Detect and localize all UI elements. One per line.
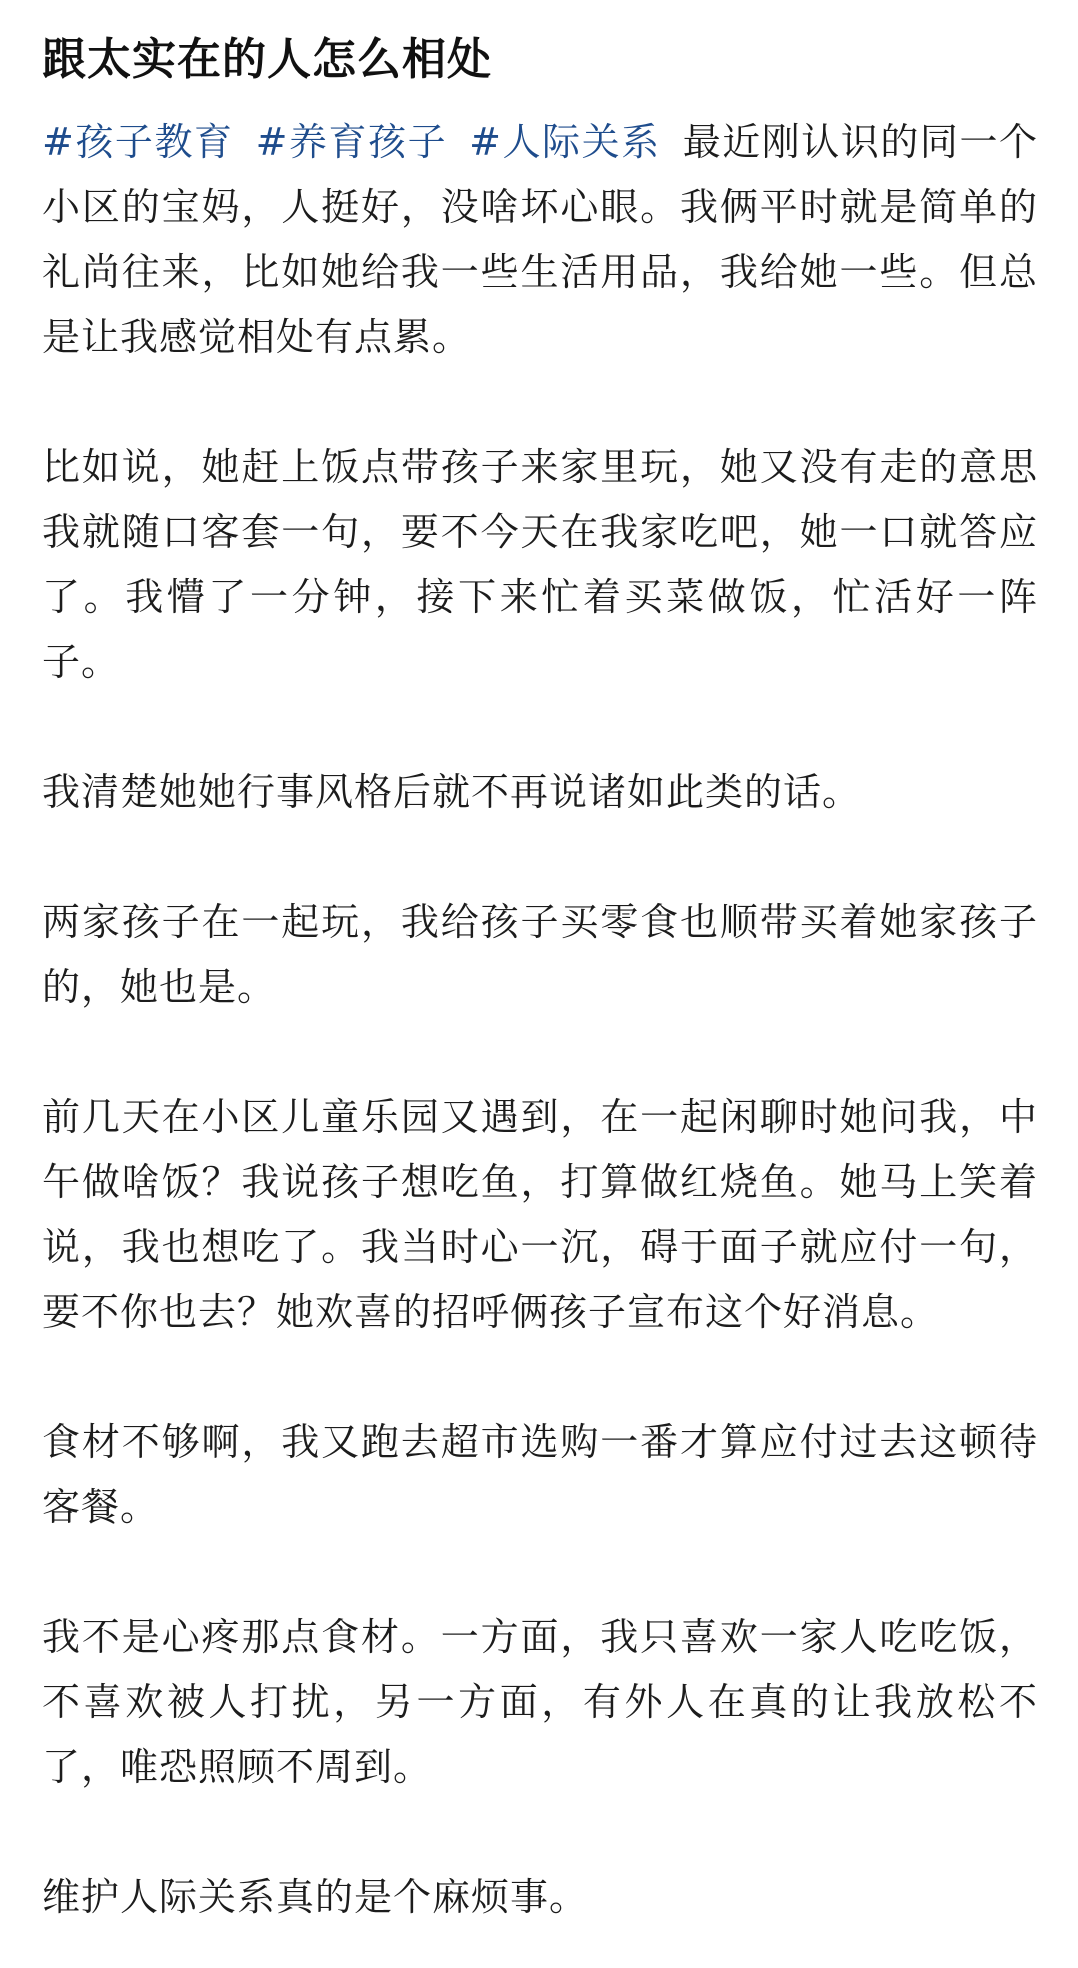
topic-tag-parenting[interactable]: #养育孩子 — [255, 120, 448, 164]
topic-tag-relationships[interactable]: #人际关系 — [469, 120, 661, 164]
topic-tag-child-education[interactable]: #孩子教育 — [42, 120, 234, 164]
post-title: 跟太实在的人怎么相处 — [42, 34, 492, 85]
paragraph-reasons: 我不是心疼那点食材。一方面，我只喜欢一家人吃吃饭，不喜欢被人打扰，另一方面，有外人在真的让我放松不了，唯恐照顾不周到。 — [42, 1615, 1038, 1789]
paragraph-stopped-offering: 我清楚她她行事风格后就不再说诸如此类的话。 — [42, 770, 862, 814]
paragraph-supermarket: 食材不够啊，我又跑去超市选购一番才算应付过去这顿待客餐。 — [42, 1420, 1038, 1529]
intro-text: 最近刚认识的同一个小区的宝妈，人挺好，没啥坏心眼。我俩平时就是简单的礼尚往来，比如她给我一些生活用品，我给她一些。但总是让我感觉相处有点累。 — [42, 120, 1039, 359]
paragraph-playground: 前几天在小区儿童乐园又遇到，在一起闲聊时她问我，中午做啥饭？我说孩子想吃鱼，打算做红烧鱼。她马上笑着说，我也想吃了。我当时心一沉，碍于面子就应付一句，要不你也去？她欢喜的招呼俩孩子宣布这个好消息。 — [42, 1095, 1038, 1334]
paragraph-conclusion: 维护人际关系真的是个麻烦事。 — [42, 1875, 589, 1919]
paragraph-dinner-invite: 比如说，她赶上饭点带孩子来家里玩，她又没有走的意思我就随口客套一句，要不今天在我家吃吧，她一口就答应了。我懵了一分钟，接下来忙着买菜做饭，忙活好一阵子。 — [42, 445, 1038, 684]
paragraph-snacks: 两家孩子在一起玩，我给孩子买零食也顺带买着她家孩子的，她也是。 — [42, 900, 1038, 1009]
post — [42, 28, 1038, 1930]
intro-paragraph — [42, 110, 1038, 370]
